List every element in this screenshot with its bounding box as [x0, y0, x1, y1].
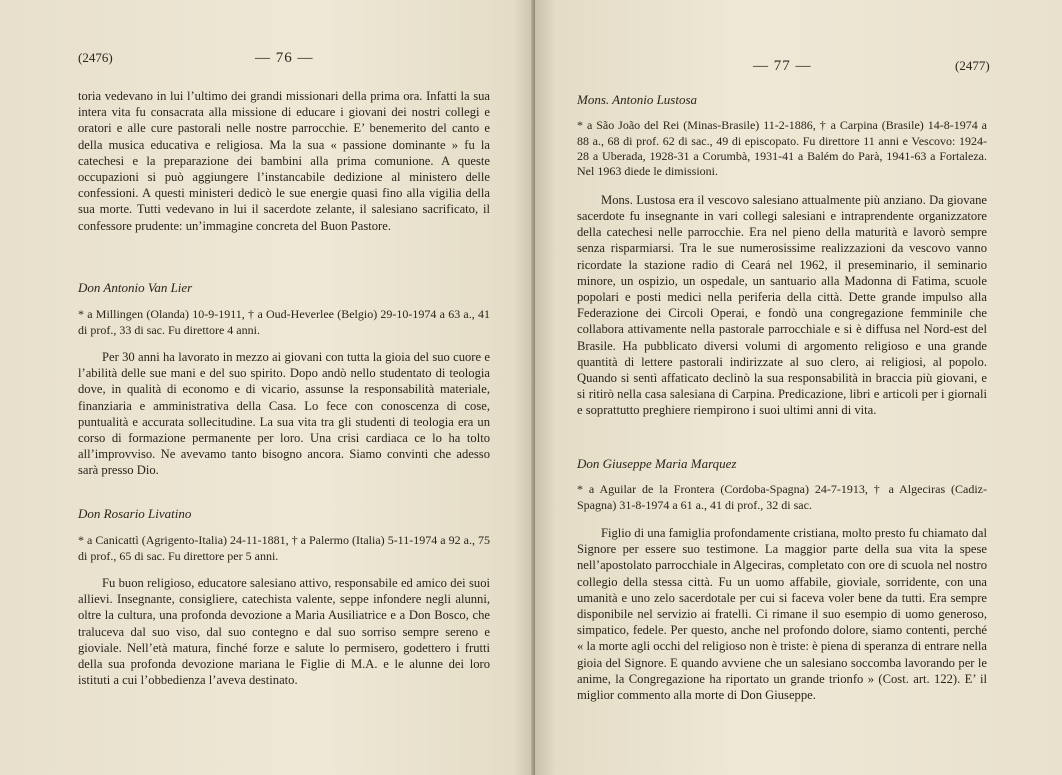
- intro-paragraph: toria vedevano in lui l’ultimo dei grandi missionari della prima ora. Infatti la sua intera vita fu consacrata alla missione di educare i giovani dei nostri collegi e oratori e alle cure pastorali nelle nostre parrocchie. E’ benemerito del canto e della musica educativa e religiosa. Ma la sua « passione dominante » fu la catechesi e la preparazione dei bambini alla prima comunione. A queste occupazioni si può aggiungere l’instancabile dedizione al ministero delle confessioni. A questi ministeri dedicò le sue energie quasi fino alla vigilia della sua morte. Tutti vedevano in lui il sacerdote zelante, il salesiano sacrificato, il confessore prudente: un’immagine concreta del Buon Pastore.: [78, 89, 490, 233]
- entry-body: Mons. Lustosa era il vescovo salesiano attualmente più anziano. Da giovane sacerdote fu insegnante in vari collegi salesiani e intraprendente organizzatore della catechesi nelle parrocchie. Era nel pieno della maturità e lavorò sempre senza risparmiarsi. Tra le sue numerosissime realizzazioni da vescovo vanno ricordate la stazione radio di Ceará nel 1962, il preseminario, il seminario minore, un ospizio, un ospedale, un santuario alla Madonna di Fatima, scuole popolari e posti medici nella periferia della città. Dette grande impulso alla Federazione dei Circoli Operai, e fondò una congregazione femminile che collabora attivamente nella pastorale parrocchiale e si è diffusa nel Nord-est del Brasile. Ha pubblicato diversi volumi di argomento religioso e una grande quantità di lettere pastorali indirizzate al suo clero, ai religiosi, al popolo. Quando si sentì affaticato declinò la sua responsabilità in braccia più giovani, e si ritirò nella casa salesiana di Carpina. Predicazione, libri e articoli per i giornali e soprattutto preghiere riempirono i suoi ultimi anni di vita.: [577, 192, 987, 418]
- intro-paragraph-block: [78, 88, 490, 234]
- entry-van-lier: [78, 280, 490, 479]
- entry-name: Don Giuseppe Maria Marquez: [577, 456, 737, 471]
- entry-name: Don Rosario Livatino: [78, 506, 192, 521]
- entry-meta: * a Aguilar de la Frontera (Cordoba-Spagna) 24-7-1913, † a Algeciras (Cadiz-Spagna) 31-8-1974 a 61 a., 41 di prof., 32 di sac.: [577, 482, 987, 512]
- entry-lustosa: [577, 92, 987, 419]
- right-page-code: (2477): [955, 58, 990, 73]
- right-page-number: — 77 —: [753, 58, 812, 74]
- left-page-code: (2476): [78, 50, 113, 65]
- entry-meta: * a Canicattì (Agrigento-Italia) 24-11-1881, † a Palermo (Italia) 5-11-1974 a 92 a., 75 di prof., 65 di sac. Fu direttore per 5 anni.: [78, 533, 490, 563]
- entry-livatino: [78, 506, 490, 688]
- left-page-number: — 76 —: [255, 50, 314, 66]
- entry-body: Per 30 anni ha lavorato in mezzo ai giovani con tutta la gioia del suo cuore e l’abilità delle sue mani e del suo spirito. Dopo andò nello studentato di teologia dove, in qualità di economo e di vicario, assunse la responsabilità materiale, finanziaria e amministrativa della Casa. Lo fece con conoscenza di cose, puntualità e accurata sollecitudine. La sua vita tra gli studenti di teologia era un corso di formazione permanente per loro. Una crisi cardiaca ce lo ha tolto all’improvviso. Ne avevamo tanto bisogno ancora. Siamo convinti che adesso sarà presso Dio.: [78, 350, 490, 478]
- entry-meta: * a São João del Rei (Minas-Brasile) 11-2-1886, † a Carpina (Brasile) 14-8-1974 a 88 a., 68 di prof. 62 di sac., 49 di episcopato. Fu direttore 11 anni e Vescovo: 1924-28 a Uberada, 1928-31 a Corumbà, 1931-41 a Balém do Parà, 1941-63 a Fortaleza. Nel 1963 diede le dimissioni.: [577, 118, 987, 179]
- right-page: [535, 0, 1062, 775]
- entry-name: Don Antonio Van Lier: [78, 280, 193, 295]
- entry-marquez: [577, 456, 987, 703]
- entry-body: Figlio di una famiglia profondamente cristiana, molto presto fu chiamato dal Signore per essere suo testimone. La maggior parte della sua vita la spese nell’apostolato parrocchiale in Algeciras, completato con ore di scuola nel nostro collegio della stessa città. Fu un uomo affabile, gioviale, sorridente, con una umanità e uno zelo sacerdotale per cui si faceva voler bene da tutti. Era sempre disponibile nel servizio ai fratelli. Ci rimane il suo esempio di uomo generoso, simpatico, fedele. Per questo, anche nel profondo dolore, siamo contenti, perché « la morte agli occhi del religioso non è triste: è piena di speranza di entrare nella gioia del Signore. E quando avviene che un salesiano soccomba lavorando per le anime, la Congregazione ha riportato un grande trionfo » (Cost. art. 122). E’ il miglior commento alla morte di Don Giuseppe.: [577, 526, 987, 703]
- entry-name: Mons. Antonio Lustosa: [577, 92, 698, 107]
- entry-meta: * a Millingen (Olanda) 10-9-1911, † a Oud-Heverlee (Belgio) 29-10-1974 a 63 a., 41 di prof., 33 di sac. Fu direttore 4 anni.: [78, 307, 490, 337]
- entry-body: Fu buon religioso, educatore salesiano attivo, responsabile ed amico dei suoi allievi. Insegnante, consigliere, catechista valente, seppe infondere negli alunni, oltre la cultura, una profonda devozione a Maria Ausiliatrice e a Don Bosco, che traluceva dal suo viso, dal suo contegno e dal suo sorriso sempre sereno e gioviale. Nell’età matura, finché forze e salute lo permisero, godettero i frutti della sua profonda devozione mariana le Figlie di M.A. e le alunne dei loro istituti a cui l’obbedienza l’aveva destinato.: [78, 576, 490, 688]
